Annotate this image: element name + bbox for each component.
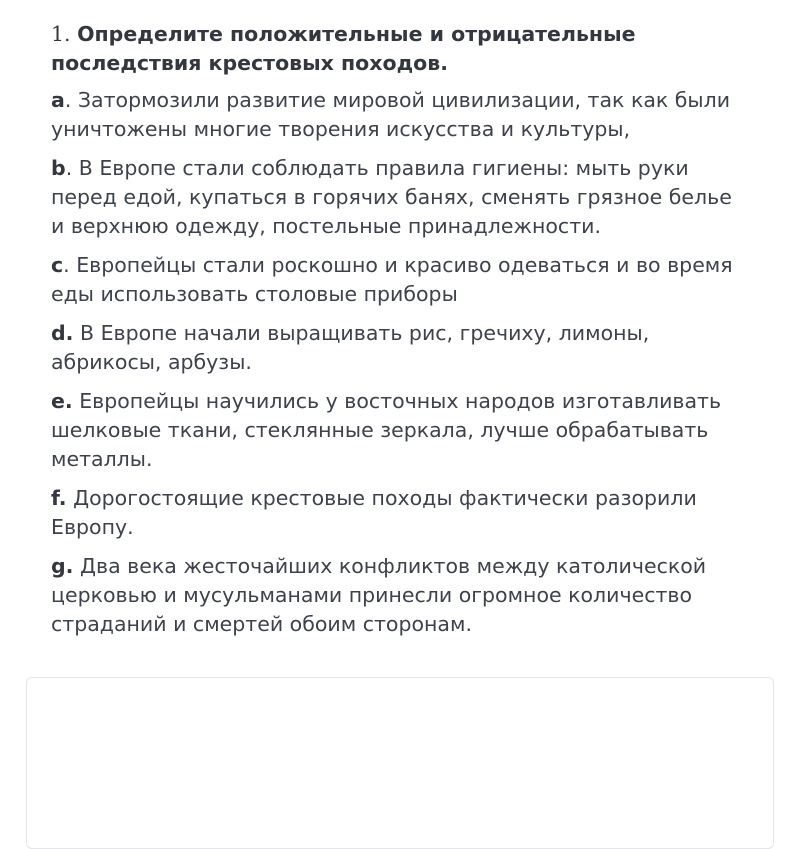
question-text: Определите положительные и отрицательные последствия крестовых походов. [51,22,636,75]
question-number: 1. [51,22,71,46]
option-text: Европейцы научились у восточных народов изготавливать шелковые ткани, стеклянные зеркала, лучше обрабатывать металлы. [51,389,722,471]
option-letter: d. [51,321,74,345]
question-content [51,20,751,649]
option-f [51,484,751,542]
option-letter: e. [51,389,73,413]
option-c [51,251,751,309]
option-text: Два века жесточайших конфликтов между католической церковью и мусульманами принесли огромное количество страданий и смертей обоим сторонам. [51,554,707,636]
option-text: Европейцы стали роскошно и красиво одеваться и во время еды использовать столовые приборы [51,253,733,306]
option-separator: . [63,253,70,277]
option-d [51,319,751,377]
option-letter: a [51,88,65,112]
option-a [51,86,751,144]
option-text: Дорогостоящие крестовые походы фактически разорили Европу. [51,486,697,539]
option-letter: f. [51,486,67,510]
option-letter: c [51,253,64,277]
option-b [51,154,751,241]
option-letter: b [51,156,66,180]
answer-box[interactable] [26,677,774,849]
option-separator: . [64,88,72,112]
option-g [51,552,751,639]
option-letter: g. [51,554,74,578]
question-heading [51,20,751,78]
option-separator: . [65,156,73,180]
option-text: В Европе стали соблюдать правила гигиены: мыть руки перед едой, купаться в горячих банях, сменять грязное белье и верхнюю одежду, постельные принадлежности. [51,156,732,238]
option-e [51,387,751,474]
option-text: В Европе начали выращивать рис, гречиху, лимоны, абрикосы, арбузы. [51,321,650,374]
option-text: Затормозили развитие мировой цивилизации, так как были уничтожены многие творения искусства и культуры, [51,88,731,141]
